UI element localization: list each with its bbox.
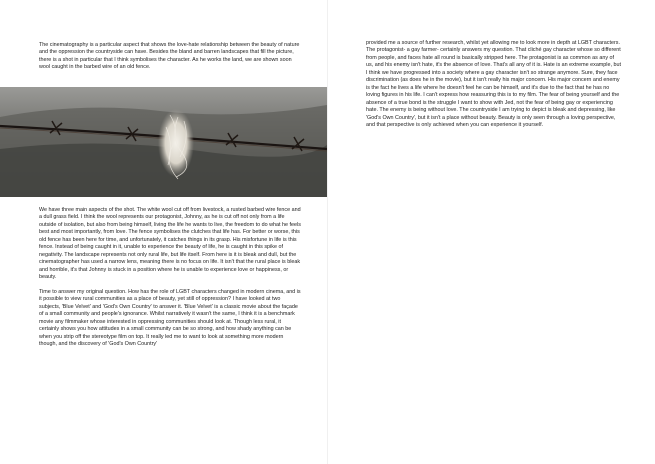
right-page	[327, 0, 655, 464]
barbed-wire-wool-icon	[0, 87, 327, 197]
conclusion-paragraph: Time to answer my original question. How has the role of LGBT characters changed in modern cinema, and is it possible to view rural communities as a place of beauty, yet still of oppression? I have looked at two subjects, 'Blue Velvet' and 'God's Own Country' to answer it. 'Blue Velvet' is a classic movie about the façade of a small community and people's ignorance. Whilst narratively it wasn't the same, I think it is a benchmark movie any filmmaker whose interested in oppressing communities should look at. Though less rural, it certainly shows you how attitudes in a small community can be so strong, and how shady anything can be when you strip off the stereotype film on top. It really led me to want to look at something more modern though, and the discovery of 'God's Own Country'	[39, 288, 301, 348]
intro-paragraph: The cinematography is a particular aspect that shows the love-hate relationship between the beauty of nature and the oppression the countryside can have. Besides the bland and barren landscapes that fill the picture, there is a shot in particular that I think symbolises the character. As he works the land, we are shown soon wool caught in the barbed wire of an old fence.	[39, 42, 300, 71]
right-text-block	[366, 40, 622, 137]
left-page	[0, 0, 327, 464]
intro-paragraph-block	[39, 42, 304, 79]
barbed-wire-photo	[0, 87, 327, 197]
right-paragraph: provided me a source of further research, whilst yet allowing me to look more in depth at LGBT characters. The protagonist- a gay farmer- certainly answers my question. That cliché gay character whose so different from people, and faces hate all round is basically stripped here. The protagonist is as common as any of us, and his enemy isn't hate, it's the absence of love. That's all any of it is. Hate is an extreme example, but I think we have progressed into a society where a gay character isn't so strange anymore. Sure, they face discrimination (as does he in the movie), but it isn't really his major concern. His major concern and enemy is the fact he lives a life where he doesn't feel he can be himself, and it's due to the fact that he has no loving figures in his life. I can't express how reassuring this is to my film. The fear of being yourself and the absence of a true bond is the struggle I want to show with Jed, not the fear of being gay or experiencing hate. The enemy is being without love. The countryside I am trying to depict is bleak and depressing, like 'God's Own Country', but it isn't a place without beauty. Beauty is only seen through a loving perspective, and that perspective is only achieved when you can experience it yourself.	[366, 40, 621, 128]
analysis-paragraph: We have three main aspects of the shot. The white wool cut off from livestock, a rusted barbed wire fence and a dull grass field. I think the wool represents our protagonist, Johnny, as he is cut off not only from a life outside of isolation, but also from being himself, living the life he wants to live, the freedom to do what he feels best and most importantly, from love. The fence symbolises the clutches that life has. For better or worse, this old fence has been here for time, and unfortunately, it catches things in its grasp. His misfortune in life is this fence. Instead of being caught in it, unable to experience the beauty of life, he is caught in this spike of negativity. The landscape represents not only rural life, but life itself. From here is it is bleak and dull, but the cinematographer has used a narrow lens, meaning there is no focus on life. It isn't that the rural place is bleak and horrible, it's that Johnny is stuck in a position where he is unable to experience love or happiness, or beauty.	[39, 207, 301, 281]
analysis-section	[39, 207, 302, 356]
